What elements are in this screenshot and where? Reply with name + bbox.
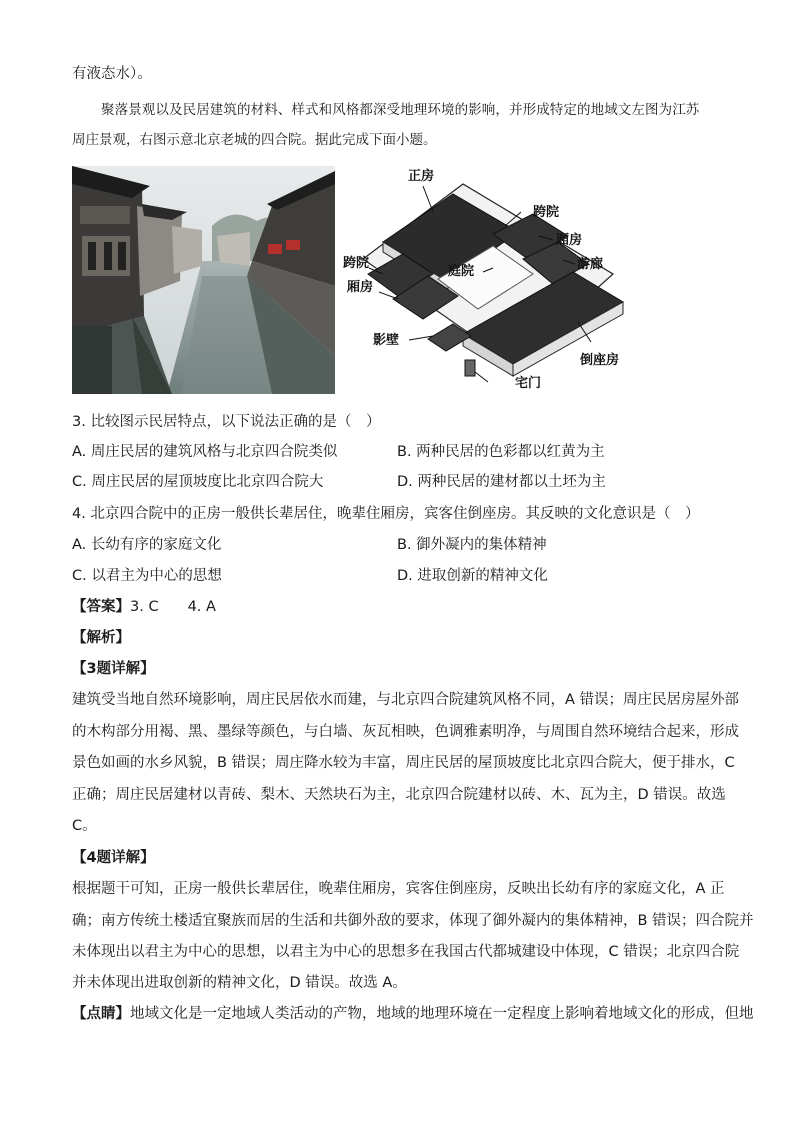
answer-text: 3. C 4. A [130, 599, 216, 615]
d4-tag: 【4题详解】 [72, 850, 155, 866]
dianjing-tag: 【点睛】 [72, 1006, 130, 1022]
q4-option-d: D. 进取创新的精神文化 [397, 568, 548, 584]
d4-line-3: 未体现出以君主为中心的思想，以君主为中心的思想多在我国古代都城建设中体现，C 错误；北京四合院 [72, 944, 740, 960]
siheyuan-diagram [343, 164, 641, 396]
d4-line-2: 确；南方传统土楼适宜聚族而居的生活和共御外敌的要求，体现了御外凝内的集体精神，B 错误；四合院并 [72, 913, 754, 929]
dianjing-line [72, 1004, 754, 1024]
label-youlang: 游廊 [577, 257, 604, 272]
intro-line-0: 有液态水）。 [72, 66, 152, 82]
analysis-tag: 【解析】 [72, 630, 130, 646]
label-xiangfang-right: 厢房 [556, 233, 583, 248]
label-yingbi: 影壁 [373, 333, 400, 348]
answer-line [72, 597, 216, 617]
q3-stem: 3. 比较图示民居特点，以下说法正确的是（ ） [72, 414, 381, 430]
q4-option-a: A. 长幼有序的家庭文化 [72, 537, 222, 553]
dianjing-text: 地域文化是一定地域人类活动的产物，地域的地理环境在一定程度上影响着地域文化的形成，但地 [130, 1006, 754, 1022]
label-zhaimen: 宅门 [515, 376, 542, 391]
q3-option-a: A. 周庄民居的建筑风格与北京四合院类似 [72, 444, 338, 460]
d3-tag: 【3题详解】 [72, 661, 155, 677]
d3-line-3: 景色如画的水乡风貌，B 错误；周庄降水较为丰富，周庄民居的屋顶坡度比北京四合院大，便于排水，C [72, 755, 735, 771]
label-kuayuan-left: 跨院 [343, 256, 370, 271]
d4-line-4: 并未体现出进取创新的精神文化，D 错误。故选 A。 [72, 975, 407, 991]
d3-line-5: C。 [72, 818, 97, 834]
q4-stem: 4. 北京四合院中的正房一般供长辈居住，晚辈住厢房，宾客住倒座房。其反映的文化意识是（ ） [72, 506, 700, 522]
intro-line-2: 周庄景观，右图示意北京老城的四合院。据此完成下面小题。 [72, 132, 437, 148]
q3-option-d: D. 两种民居的建材都以土坯为主 [397, 474, 606, 490]
d4-line-1: 根据题干可知，正房一般供长辈居住，晚辈住厢房，宾客住倒座房，反映出长幼有序的家庭文化，A 正 [72, 881, 725, 897]
label-daozuofang: 倒座房 [580, 353, 620, 368]
label-zhengfang: 正房 [408, 169, 435, 184]
q4-option-c: C. 以君主为中心的思想 [72, 568, 222, 584]
zhouzhuang-photo [72, 166, 335, 394]
q3-option-b: B. 两种民居的色彩都以红黄为主 [397, 444, 605, 460]
d3-line-1: 建筑受当地自然环境影响，周庄民居依水而建，与北京四合院建筑风格不同，A 错误；周庄民居房屋外部 [72, 692, 740, 708]
q4-option-b: B. 御外凝内的集体精神 [397, 537, 547, 553]
q3-option-c: C. 周庄民居的屋顶坡度比北京四合院大 [72, 474, 324, 490]
intro-line-1: 聚落景观以及民居建筑的材料、样式和风格都深受地理环境的影响，并形成特定的地域文左图为江苏 [101, 102, 700, 118]
answer-tag: 【答案】 [72, 599, 130, 615]
label-kuayuan-right: 跨院 [533, 205, 560, 220]
d3-line-4: 正确；周庄民居建材以青砖、梨木、天然块石为主，北京四合院建材以砖、木、瓦为主，D 错误。故选 [72, 787, 726, 803]
label-tingyuan: 庭院 [448, 264, 475, 279]
d3-line-2: 的木构部分用褐、黑、墨绿等颜色，与白墙、灰瓦相映，色调雅素明净，与周围自然环境结合起来，形成 [72, 724, 739, 740]
label-xiangfang-left: 厢房 [347, 280, 374, 295]
